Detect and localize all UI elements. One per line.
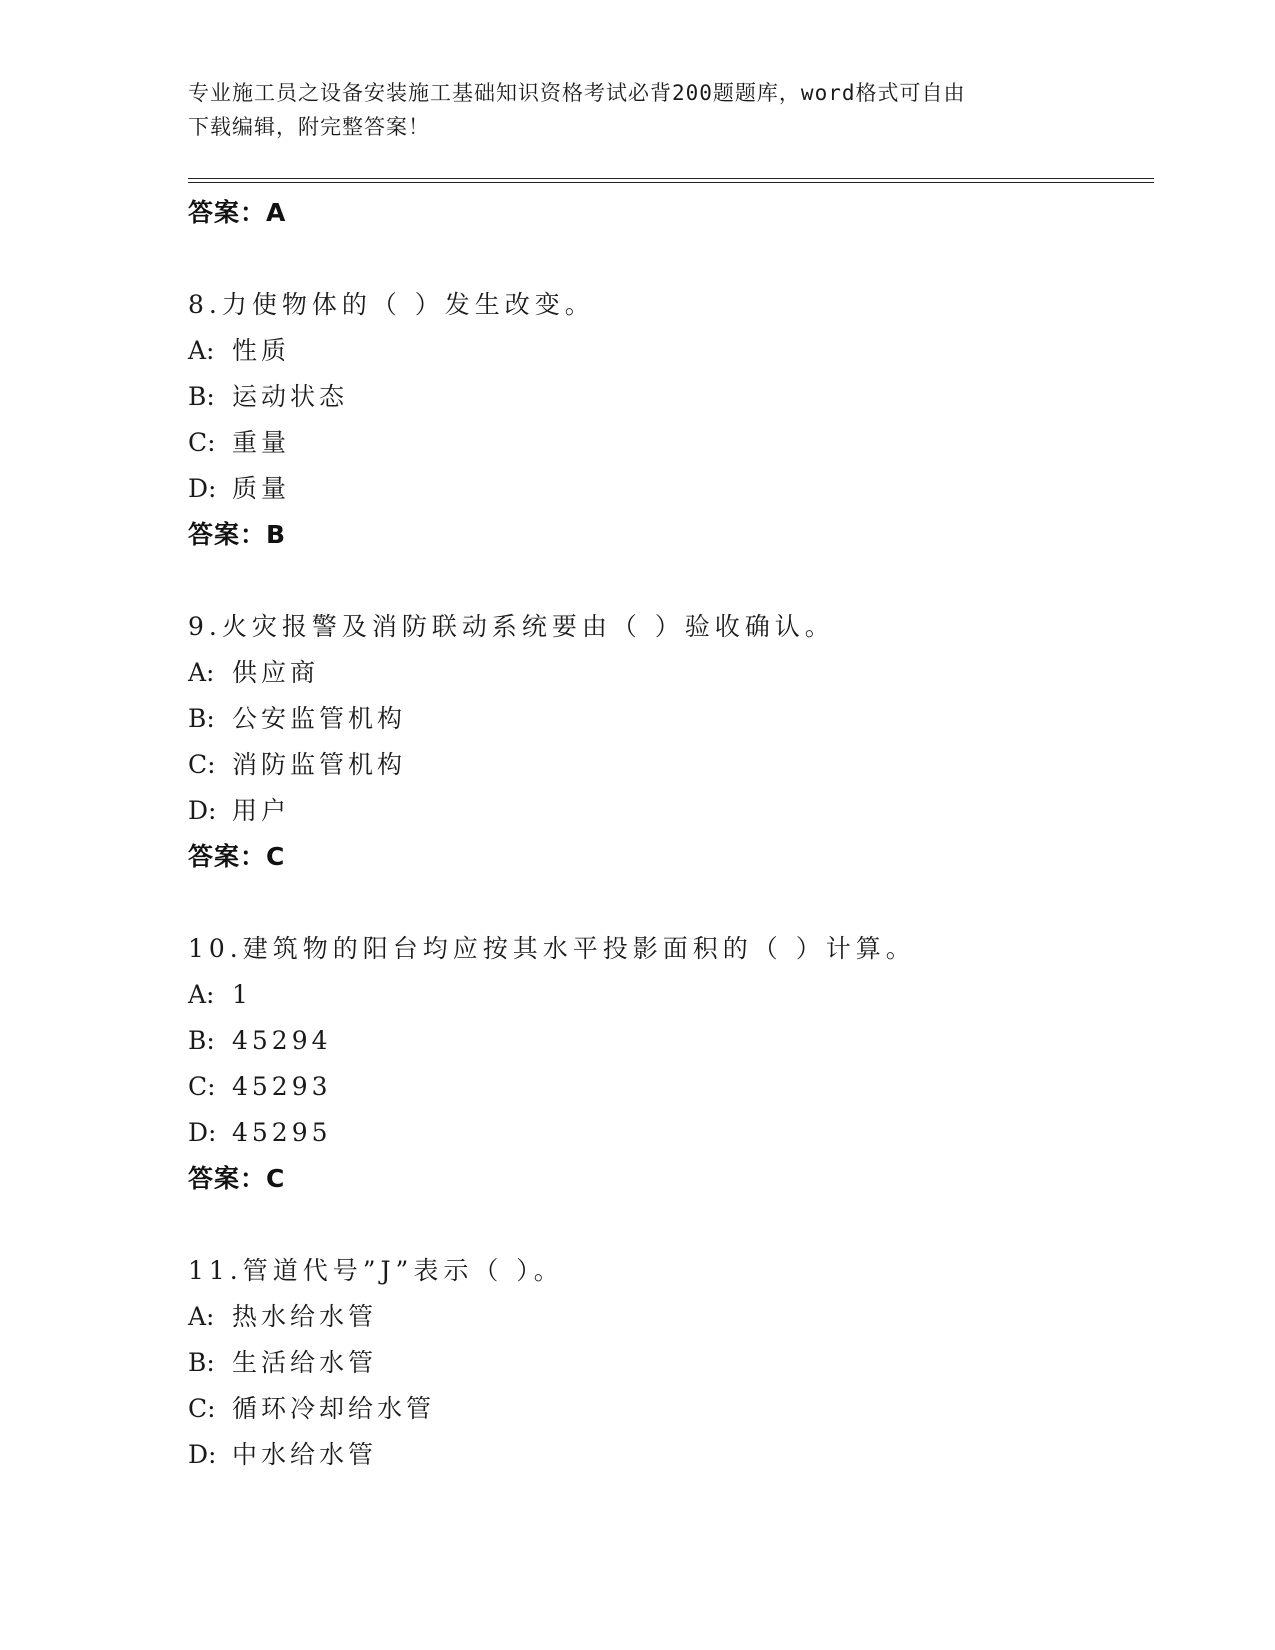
option-letter: A: [188,658,215,687]
option-letter: D: [188,474,217,503]
option-a [188,972,1148,1018]
spacer [188,558,1148,604]
question-text: 9.火灾报警及消防联动系统要由（ ）验收确认。 [188,612,835,641]
option-text: 质量 [232,474,291,503]
option-a [188,328,1148,374]
header-divider-bottom [188,182,1154,183]
option-letter: B: [188,382,215,411]
header-line-2: 下载编辑，附完整答案！ [188,115,430,139]
option-text: 公安监管机构 [232,704,407,733]
option-c [188,1064,1148,1110]
spacer [188,236,1148,282]
answer-line: 答案：B [188,520,287,549]
spacer [188,1202,1148,1248]
option-b [188,1340,1148,1386]
question-text: 8.力使物体的（ ）发生改变。 [188,290,595,319]
option-text: 性质 [232,336,291,365]
option-text: 运动状态 [232,382,349,411]
question-text: 10.建筑物的阳台均应按其水平投影面积的（ ）计算。 [188,934,916,963]
answer-line: 答案：C [188,842,286,871]
option-letter: D: [188,1440,217,1469]
option-d [188,466,1148,512]
option-d [188,788,1148,834]
option-letter: C: [188,428,216,457]
option-letter: C: [188,750,216,779]
question-text: 11.管道代号”J”表示（ ）。 [188,1256,564,1285]
option-letter: B: [188,1348,215,1377]
question-list [188,190,1148,1478]
option-text: 重量 [232,428,291,457]
answer-line: 答案：A [188,198,287,227]
option-text: 45294 [232,1026,332,1055]
option-letter: A: [188,980,215,1009]
option-text: 生活给水管 [232,1348,378,1377]
option-c [188,420,1148,466]
option-letter: B: [188,1026,215,1055]
header-line-1: 专业施工员之设备安装施工基础知识资格考试必背200题题库，word格式可自由 [188,81,966,105]
option-text: 1 [232,980,252,1009]
option-b [188,1018,1148,1064]
option-text: 用户 [232,796,291,825]
option-b [188,696,1148,742]
option-letter: D: [188,796,217,825]
spacer [188,880,1148,926]
option-text: 45293 [232,1072,332,1101]
option-text: 45295 [232,1118,332,1147]
option-letter: D: [188,1118,217,1147]
option-letter: A: [188,336,215,365]
option-text: 消防监管机构 [232,750,407,779]
option-b [188,374,1148,420]
option-text: 循环冷却给水管 [232,1394,436,1423]
option-text: 供应商 [232,658,320,687]
option-a [188,650,1148,696]
option-text: 热水给水管 [232,1302,378,1331]
option-c [188,742,1148,788]
option-d [188,1110,1148,1156]
option-d [188,1432,1148,1478]
option-letter: C: [188,1072,216,1101]
option-text: 中水给水管 [232,1440,378,1469]
option-letter: C: [188,1394,216,1423]
option-letter: B: [188,704,215,733]
document-header [188,76,1088,144]
answer-line: 答案：C [188,1164,286,1193]
option-letter: A: [188,1302,215,1331]
option-c [188,1386,1148,1432]
header-divider-top [188,178,1154,179]
option-a [188,1294,1148,1340]
